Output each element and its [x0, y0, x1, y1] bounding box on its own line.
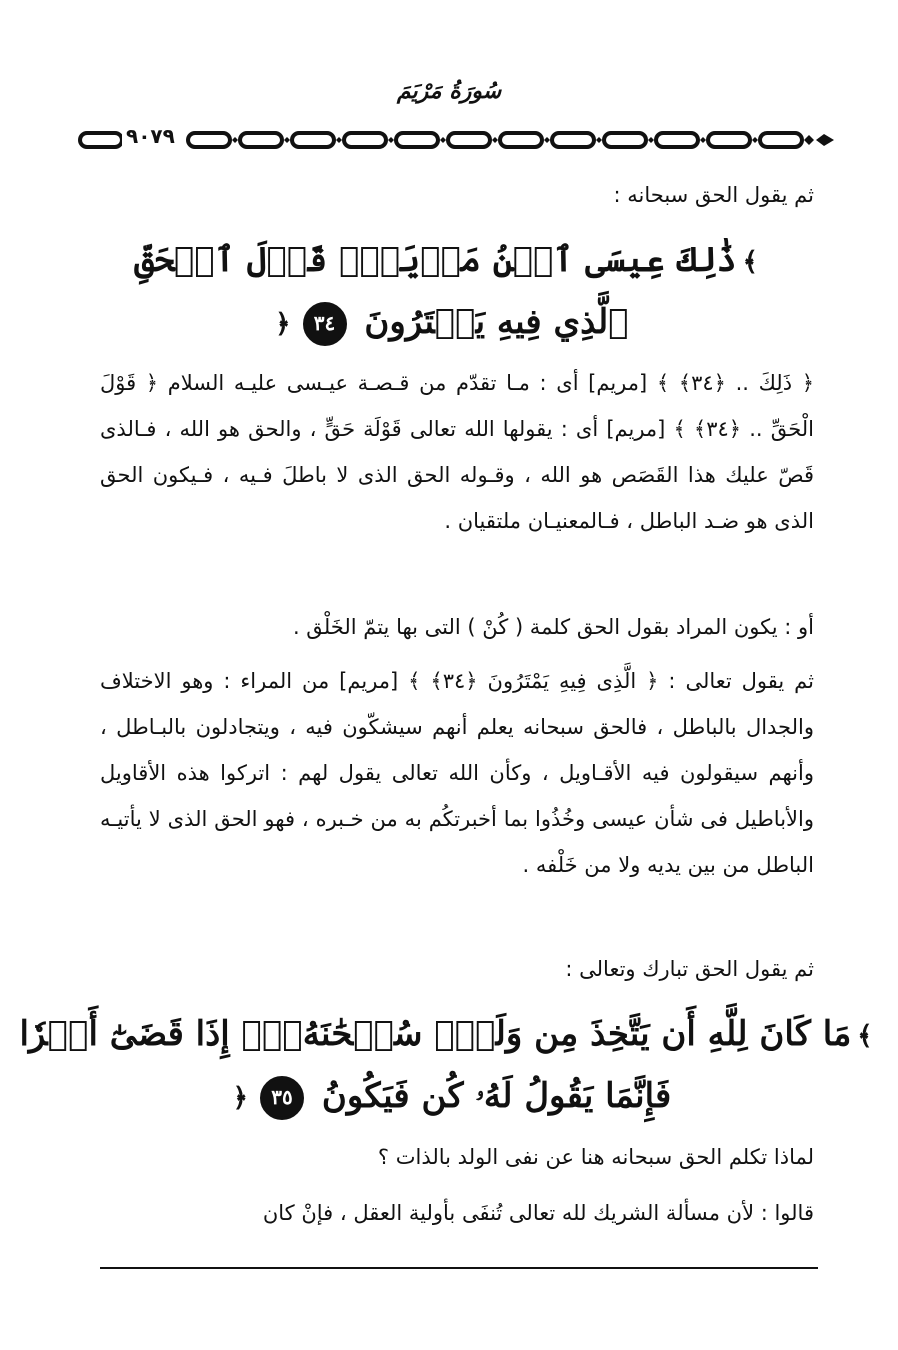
- verse-line: [0, 292, 898, 354]
- paragraph-commentary-2: أو : يكون المراد بقول الحق كلمة ( كُنْ ) التى بها يتمّ الخَلْق .: [292, 615, 814, 639]
- paragraph-intro-1: ثم يقول الحق سبحانه :: [613, 183, 814, 207]
- paragraph-question: لماذا تكلم الحق سبحانه هنا عن نفى الولد بالذات ؟: [377, 1145, 814, 1169]
- paragraph-answer: قالوا : لأن مسألة الشريك لله تعالى تُنفَى بأولية العقل ، فإنْ كان: [262, 1201, 814, 1225]
- verse-line: [0, 230, 898, 292]
- quran-verse-35: [0, 1004, 898, 1128]
- paragraph-intro-2: ثم يقول الحق تبارك وتعالى :: [565, 957, 814, 981]
- verse-line: [0, 1004, 898, 1066]
- verse-close-ornament: ﴿: [275, 309, 291, 339]
- verse-text: ذَٰلِكَ عِيسَى ٱبۡنُ مَرۡيَمَۖ قَوۡلَ ٱلۡحَقِّ: [134, 240, 737, 280]
- verse-text: مَا كَانَ لِلَّهِ أَن يَتَّخِذَ مِن وَلَدٍۖ سُبۡحَٰنَهُۥٓۚ إِذَا قَضَىٰٓ أَمۡرٗا: [19, 1014, 852, 1054]
- verse-text: فَإِنَّمَا يَقُولُ لَهُۥ كُن فَيَكُونُ: [321, 1076, 672, 1116]
- verse-close-ornament: ﴿: [232, 1083, 249, 1113]
- verse-number-badge: ٣٥: [260, 1076, 304, 1120]
- page-number: ٩٠٧٩: [122, 124, 179, 148]
- verse-number-badge: ٣٤: [303, 302, 347, 346]
- decorative-chain-border: [78, 128, 838, 152]
- verse-open-ornament: ﴾: [742, 247, 758, 277]
- verse-line: [0, 1066, 898, 1128]
- footer-rule: [100, 1267, 818, 1269]
- paragraph-commentary-1: ﴿ ذَلِكَ .. ﴿٣٤﴾ ﴾ [مريم] أى : مـا تقدّم من قـصـة عيـسى عليـه السلام ﴿ قَوْلَ الْحَقِّ .. ﴿٣٤﴾ ﴾ [مريم] أى : يقولها الله تعالى قَوْلَة حَقٍّ ، والحق هو الله ، فـالذى قَصّ عليك هذا القَصَص هو الله ، وقـوله الحق الذى لا باطلَ فـيه ، فـيكون الحق الذى هو ضـد الباطل ، فـالمعنيـان ملتقيان .: [100, 371, 815, 533]
- verse-text: ٱلَّذِي فِيهِ يَمۡتَرُونَ: [364, 302, 629, 342]
- paragraph-commentary-3: ثم يقول تعالى : ﴿ الَّذِى فِيهِ يَمْتَرُونَ ﴿٣٤﴾ ﴾ [مريم] من المراء : وهو الاختلاف والجدال بالباطل ، فالحق سبحانه يعلم أنهم سيشكّون فيه ، ويتجادلون بالبـاطل ، وأنهم سيقولون فيه الأقـاويل ، وكأن الله تعالى يقول لهم : اتركوا هذه الأقاويل والأباطيل فى شأن عيسى وخُذُوا بما أخبرتكُم به من خـبره ، فهو الحق الذى لا يأتيـه الباطل من بين يديه ولا من خَلْفه .: [100, 669, 814, 877]
- surah-title: سُورَةُ مَرْيَمَ: [396, 78, 502, 104]
- verse-open-ornament: ﴾: [857, 1021, 873, 1051]
- quran-verse-34: [0, 230, 898, 354]
